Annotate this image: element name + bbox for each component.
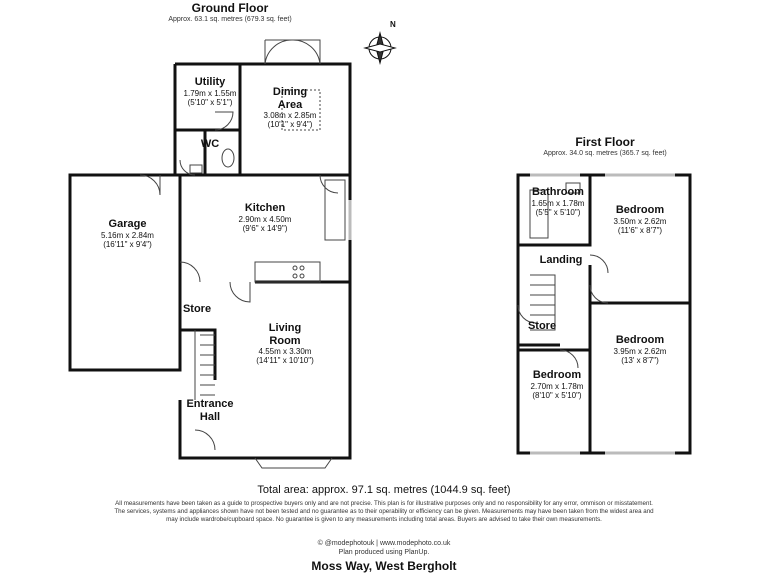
door-swing — [320, 175, 338, 193]
first-floor-area: Approx. 34.0 sq. metres (365.7 sq. feet) — [543, 150, 667, 157]
disclaimer-text: All measurements have been taken as a guide to prospective buyers only and are not precise. This plan is for illustrative purposes only and no responsibility for any error, ommison or misstatement. The services, systems and appliances shown have not been tested and no guarantee as to their operability or efficiency can be given. Measurements may have been taken from the widest area and may include wardrobe/cupboard space. No guarantee is given to any measurements including total areas. Buyers are advised to take their own measurements. — [114, 500, 654, 524]
room-landing: Landing — [539, 254, 583, 266]
room-utility: Utility 1.79m x 1.55m (5'10" x 5'1") — [183, 76, 237, 107]
kitchen-units — [255, 262, 320, 282]
room-bathroom: Bathroom 1.65m x 1.78m (5'5" x 5'10") — [531, 186, 585, 217]
door-swing — [140, 175, 160, 195]
hob-ring — [300, 274, 304, 278]
total-area: Total area: approx. 97.1 sq. metres (1044.9 sq. feet) — [257, 484, 511, 496]
credit-line-2: Plan produced using PlanUp. — [338, 549, 430, 556]
room-garage: Garage 5.16m x 2.84m (16'11" x 9'4") — [101, 218, 154, 249]
wc-basin — [190, 165, 202, 173]
compass-north-label: N — [390, 20, 396, 29]
door-swing — [590, 255, 608, 273]
door-swing — [215, 112, 233, 130]
room-bedroom-3: Bedroom 2.70m x 1.78m (8'10" x 5'10") — [530, 369, 584, 400]
room-bedroom-2: Bedroom 3.95m x 2.62m (13' x 8'7") — [613, 334, 667, 365]
ground-floor-area: Approx. 63.1 sq. metres (679.3 sq. feet) — [168, 16, 292, 23]
kitchen-units — [325, 180, 345, 240]
room-living-room: Living Room 4.55m x 3.30m (14'11" x 10'10") — [256, 322, 314, 366]
hob-ring — [300, 266, 304, 270]
stairs — [195, 330, 215, 400]
room-store: Store — [182, 303, 212, 315]
room-entrance-hall: Entrance Hall — [186, 398, 234, 423]
bedroom1-wall — [590, 265, 690, 303]
compass-icon — [365, 33, 395, 63]
wc-toilet — [222, 149, 234, 167]
door-swing — [180, 262, 200, 282]
door-swing — [590, 285, 608, 303]
door-swing — [560, 350, 578, 368]
ground-floor-title: Ground Floor — [191, 1, 269, 15]
room-dining-area: Dining Area 3.08m x 2.85m (10'1" x 9'4") — [263, 86, 317, 130]
property-address: Moss Way, West Bergholt — [311, 559, 457, 573]
hob-ring — [293, 266, 297, 270]
patio-doors — [265, 40, 320, 64]
credit-line-1: © @modephotouk | www.modephoto.co.uk — [317, 540, 451, 547]
room-store-first-floor: Store — [527, 320, 557, 332]
wc-partition — [175, 130, 240, 175]
first-floor-title: First Floor — [575, 135, 635, 149]
room-wc: WC — [200, 138, 220, 150]
hob-ring — [293, 274, 297, 278]
garage-outline — [70, 175, 180, 370]
room-bedroom-1: Bedroom 3.50m x 2.62m (11'6" x 8'7") — [613, 204, 667, 235]
door-swing — [195, 430, 215, 450]
door-swing — [230, 282, 250, 302]
room-kitchen: Kitchen 2.90m x 4.50m (9'6" x 14'9") — [238, 202, 292, 233]
